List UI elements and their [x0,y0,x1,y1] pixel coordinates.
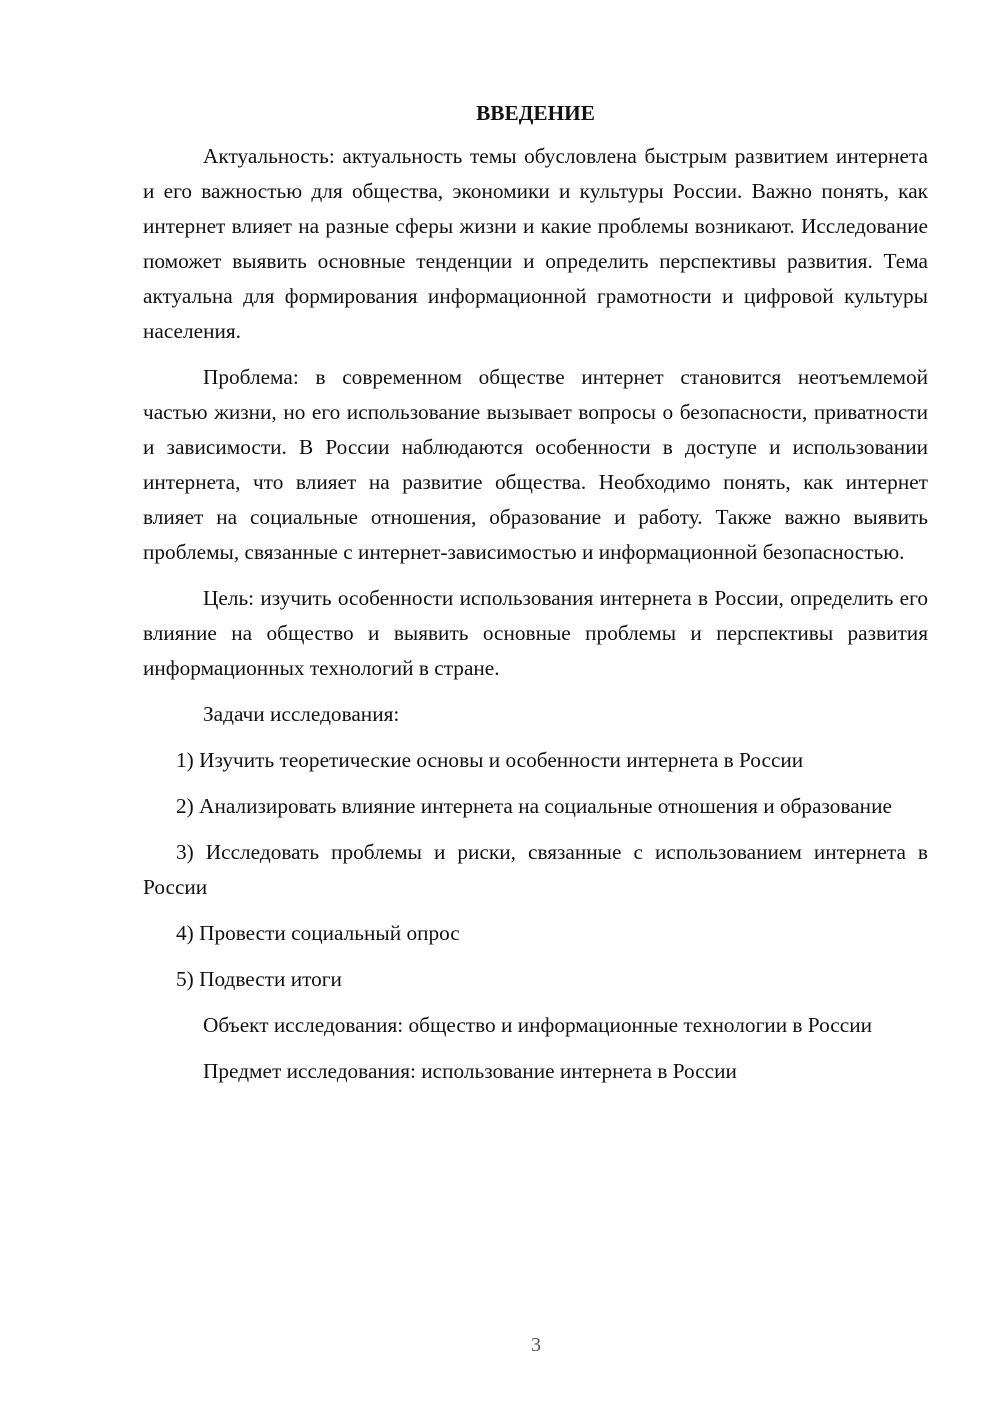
task-item: 3) Исследовать проблемы и риски, связанные с использованием интернета в России [143,840,928,899]
subject-paragraph: Предмет исследования: использование интернета в России [203,1059,737,1083]
page-number: 3 [531,1334,541,1356]
task-item: 2) Анализировать влияние интернета на социальные отношения и образование [176,794,892,818]
task-item: 1) Изучить теоретические основы и особенности интернета в России [176,748,804,772]
goal-paragraph: Цель: изучить особенности использования интернета в России, определить его влияние на общество и выявить основные проблемы и перспективы развития информационных технологий в стране. [143,586,928,680]
task-item: 5) Подвести итоги [176,967,342,991]
task-item: 4) Провести социальный опрос [176,921,460,945]
section-title: ВВЕДЕНИЕ [476,101,595,125]
relevance-paragraph: Актуальность: актуальность темы обусловлена быстрым развитием интернета и его важностью для общества, экономики и культуры России. Важно понять, как интернет влияет на разные сферы жизни и какие проблемы возникают. Исследование поможет выявить основные тенденции и определить перспективы развития. Тема актуальна для формирования информационной грамотности и цифровой культуры населения. [143,144,928,343]
object-paragraph: Объект исследования: общество и информационные технологии в России [203,1013,872,1037]
tasks-heading: Задачи исследования: [203,702,400,726]
problem-paragraph: Проблема: в современном обществе интернет становится неотъемлемой частью жизни, но его использование вызывает вопросы о безопасности, приватности и зависимости. В России наблюдаются особенности в доступе и использовании интернета, что влияет на развитие общества. Необходимо понять, как интернет влияет на социальные отношения, образование и работу. Также важно выявить проблемы, связанные с интернет-зависимостью и информационной безопасностью. [143,365,928,564]
tasks-list [143,743,928,997]
document-page [143,96,928,1100]
